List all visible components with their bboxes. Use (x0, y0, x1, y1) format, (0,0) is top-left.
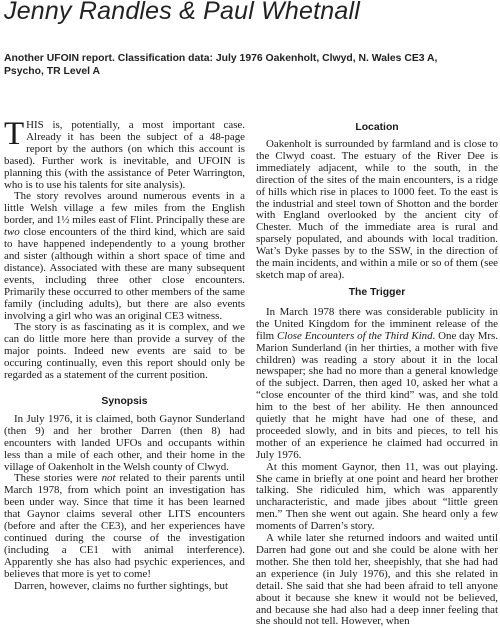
drop-cap: T (4, 116, 25, 152)
trigger-paragraph-1-part-b: . One day Mrs. Marion Sunderland (in her thirties, a mother with five children) was reading a story about it in the local newspaper; she had no more than a general knowledge of the subject. Darren, then aged 10, asked her what a “close encounter of the third kind” was, and she told him to the best of her ability. He then announced quietly that he might have had one of these, and proceeded slowly, and in bits and pieces, to tell his mother of an experience he claimed had occurred in July 1976. (256, 329, 499, 461)
trigger-paragraph-1-part-a: In March 1978 there was considerable publicity in the United Kingdom for the imminent release of the film (256, 305, 498, 342)
synopsis-paragraph-2-part-b: related to their parents until March 1978, from which point an investigation has been under way. Since that time it has been learned that Gaynor claims several other LITS encounters (before and after the CE3), and her experiences have continued during the course of the investigation (including a CE1 with animal interference). Apparently she has also had psychic experiences, and believes that more is yet to come! (4, 472, 246, 580)
trigger-paragraph-3: A while later she returned indoors and waited until Darren had gone out and she could be alone with her mother. She then told her, sheepishly, that she had had an experience (in July 1976), and this she related in detail. She said that she had been afraid to tell anyone about it because she knew it would not be believed, and because she had also had a deep inner feeling that she should not tell. However, when (256, 532, 498, 628)
trigger-paragraph-1 (256, 307, 498, 462)
location-heading: Location (355, 122, 399, 133)
film-title: Close Encounters of the Third Kind (277, 329, 433, 342)
location-paragraph: Oakenholt is surrounded by farmland and is close to the Clwyd coast. The estuary of the River Dee is immediately adjacent, while to the south, in the direction of the sites of the main encounters, is a ridge of hills which rise in places to 1000 feet. To the east is the industrial and steel town of Shotton and the border with England overlooked by the ancient city of Chester. Much of the immediate area is rural and sparsely populated, and abounds with local tradition. Wat’s Dyke passes by to the SSW, in the direction of the main incidents, and within a mile or so of them (see sketch map of area). (256, 138, 498, 281)
intro-paragraph-2-part-a: The story revolves around numerous events in a little Welsh village a few miles from the English border, and 1½ miles east of Flint. Principally these are (4, 190, 245, 227)
intro-paragraph-3: The story is as fascinating as it is complex, and we can do little more here than provide a survey of the major points. Indeed new events are said to be occuring continually, even this report should only be regarded as a statement of the current position. (4, 321, 245, 382)
synopsis-paragraph-2-part-a: These stories were (14, 472, 102, 485)
article-authors: Jenny Randles & Paul Whetnall (4, 0, 360, 25)
intro-paragraph-2-emphasis: two (4, 226, 20, 239)
left-column (4, 116, 246, 593)
intro-paragraph-2 (4, 191, 245, 322)
synopsis-paragraph-2-emphasis: not (101, 472, 116, 485)
trigger-heading: The Trigger (348, 286, 406, 298)
synopsis-heading: Synopsis (101, 395, 148, 407)
synopsis-paragraph-3: Darren, however, claims no further sightings, but (14, 579, 228, 592)
synopsis-paragraph-1: In July 1976, it is claimed, both Gaynor Sunderland (then 9) and her brother Darren (then 8) had encounters with landed UFOs and occupants within less than a mile of each other, and their home in the village of Oakenholt in the Welsh county of Clwyd. (4, 412, 245, 473)
synopsis-paragraph-2 (4, 473, 245, 580)
right-column (256, 118, 498, 628)
trigger-paragraph-2: At this moment Gaynor, then 11, was out playing. She came in briefly at one point and heard her brother talking. She ridiculed him, which was apparently uncharacteristic, and made jibes about “little green men.” Then she went out again. She heard only a few moments of Darren’s story. (256, 460, 498, 533)
intro-paragraph-2-part-b: close encounters of the third kind, which are said to have happened independently to a young brother and sister (although within a short space of time and distance). Associated with these are many subsequent events, including three other close encounters. Primarily these occurred to other members of the same family (including adults), but there are also events involving a girl who was an original CE3 witness. (4, 226, 245, 322)
report-classification: Another UFOIN report. Classification data: July 1976 Oakenholt, Clwyd, N. Wales CE3 A, Psycho, TR Level A (4, 53, 438, 77)
intro-paragraph-1-text: HIS is, potentially, a most important case. Already it has been the subject of a 48-page report by the authors (on which this account is based). Further work is inevitable, and UFOIN is planning this (with the assistance of Peter Warrington, who is to use his talents for site analysis). (4, 119, 245, 191)
intro-paragraph-1 (4, 116, 245, 191)
